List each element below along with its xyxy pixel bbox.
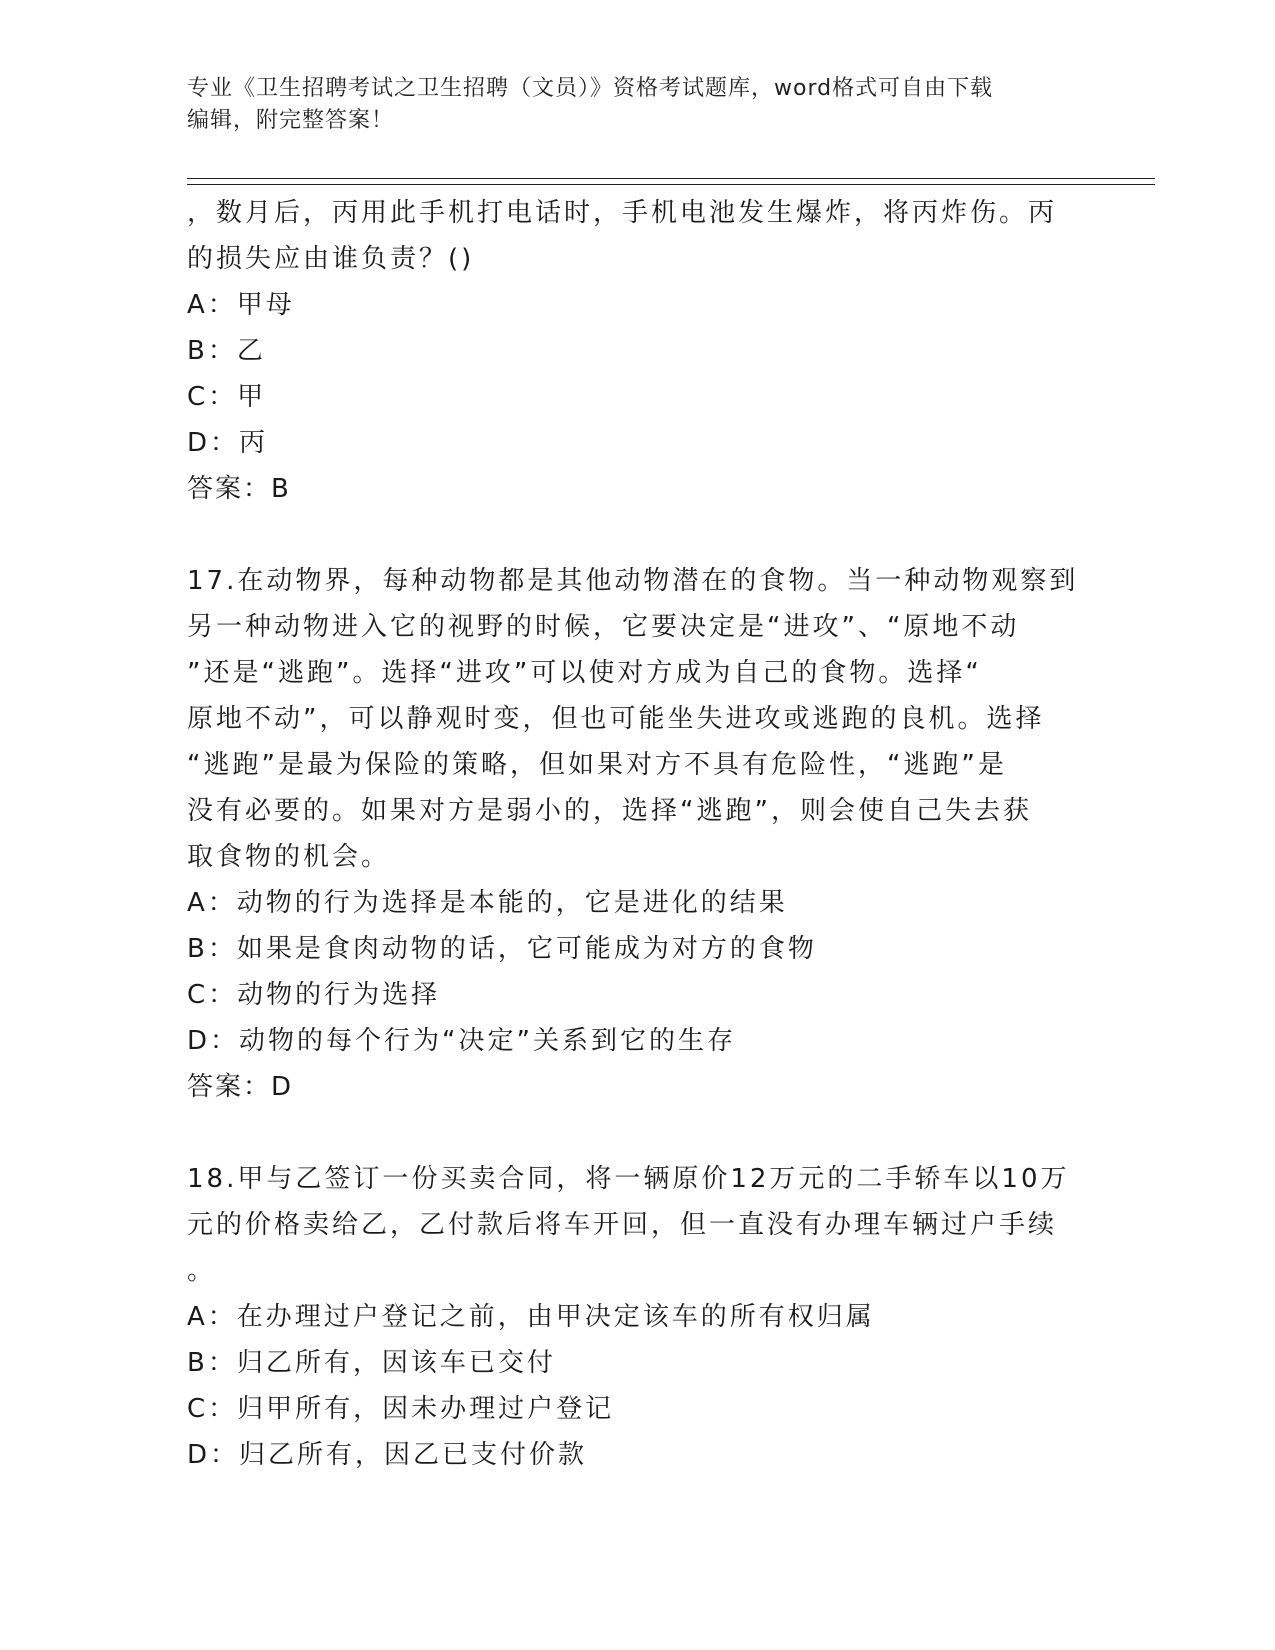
- option-a: A：在办理过户登记之前，由甲决定该车的所有权归属: [187, 1302, 875, 1332]
- question-stem-line: 17.在动物界，每种动物都是其他动物潜在的食物。当一种动物观察到: [187, 566, 1079, 596]
- option-b: B：乙: [187, 336, 266, 366]
- question-stem-line: 另一种动物进入它的视野的时候，它要决定是“进攻”、“原地不动: [187, 612, 1020, 642]
- question-stem-line: 取食物的机会。: [187, 842, 391, 872]
- answer-label: 答案：: [187, 474, 272, 504]
- question-spacer: [187, 1110, 1087, 1156]
- answer-label: 答案：: [187, 1072, 272, 1102]
- option-d: D：归乙所有，因乙已支付价款: [187, 1440, 588, 1470]
- option-b: B：归乙所有，因该车已交付: [187, 1348, 556, 1378]
- question-stem-line: ”还是“逃跑”。选择“进攻”可以使对方成为自己的食物。选择“: [187, 658, 982, 688]
- question-stem-line: 元的价格卖给乙，乙付款后将车开回，但一直没有办理车辆过户手续: [187, 1210, 1058, 1240]
- header-divider-top: [187, 178, 1155, 179]
- header-line-2: 编辑，附完整答案！: [187, 108, 395, 133]
- option-c: C：归甲所有，因未办理过户登记: [187, 1394, 615, 1424]
- answer-line: [187, 466, 1087, 512]
- answer-value: D: [271, 1072, 293, 1102]
- document-header: [187, 73, 1087, 137]
- question-16: [187, 190, 1087, 512]
- header-line-1: 专业《卫生招聘考试之卫生招聘（文员）》资格考试题库，word格式可自由下载: [187, 76, 994, 101]
- option-a: A：动物的行为选择是本能的，它是进化的结果: [187, 888, 788, 918]
- question-stem-line: “逃跑”是最为保险的策略，但如果对方不具有危险性，“逃跑”是: [187, 750, 1007, 780]
- option-b: B：如果是食肉动物的话，它可能成为对方的食物: [187, 934, 817, 964]
- option-d: D：丙: [187, 428, 269, 458]
- option-a: A：甲母: [187, 290, 295, 320]
- question-17: [187, 558, 1087, 1110]
- option-d: D：动物的每个行为“决定”关系到它的生存: [187, 1026, 736, 1056]
- answer-line: [187, 1064, 1087, 1110]
- answer-value: B: [271, 474, 290, 504]
- question-stem-line: 18.甲与乙签订一份买卖合同，将一辆原价12万元的二手轿车以10万: [187, 1164, 1070, 1194]
- option-c: C：甲: [187, 382, 267, 412]
- question-18: [187, 1156, 1087, 1478]
- question-list: [187, 190, 1087, 1478]
- question-stem-line: 原地不动”，可以静观时变，但也可能坐失进攻或逃跑的良机。选择: [187, 704, 1045, 734]
- option-c: C：动物的行为选择: [187, 980, 441, 1010]
- question-stem-line: 没有必要的。如果对方是弱小的，选择“逃跑”，则会使自己失去获: [187, 796, 1032, 826]
- question-stem-line: ，数月后，丙用此手机打电话时，手机电池发生爆炸，将丙炸伤。丙: [187, 198, 1058, 228]
- header-divider-bottom: [187, 184, 1155, 185]
- question-stem-line: 的损失应由谁负责？(): [187, 244, 475, 274]
- question-spacer: [187, 512, 1087, 558]
- question-stem-line: 。: [187, 1256, 217, 1286]
